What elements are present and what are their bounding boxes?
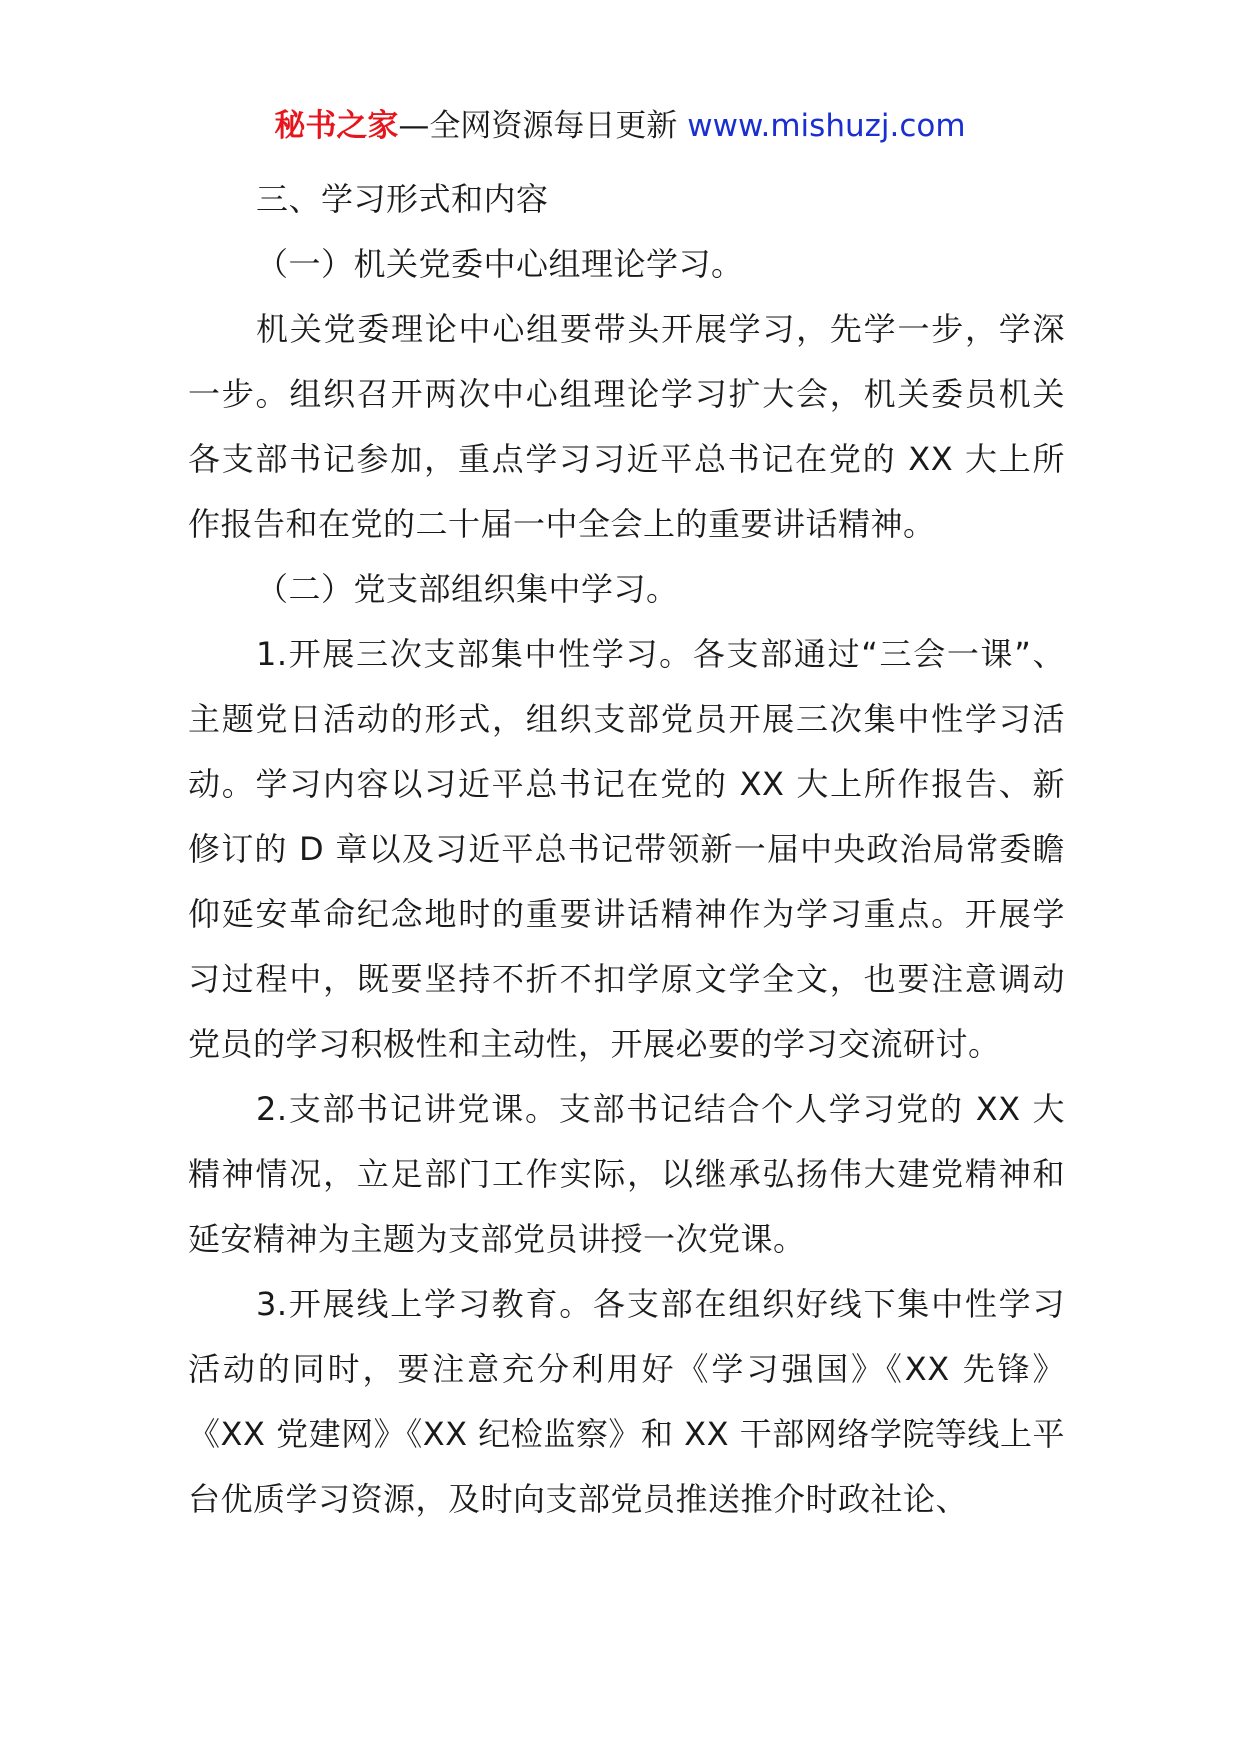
brand-name: 秘书之家 xyxy=(274,108,399,144)
header-slogan: —全网资源每日更新 xyxy=(398,108,688,144)
body-paragraph: 3.开展线上学习教育。各支部在组织好线下集中性学习活动的同时，要注意充分利用好《学习强国》《XX 先锋》《XX 党建网》《XX 纪检监察》和 XX 干部网络学院等线上平台优质学习资源，及时向支部党员推送推介时政社论、 xyxy=(188,1285,1065,1518)
page-header xyxy=(0,104,1240,148)
body-paragraph: 机关党委理论中心组要带头开展学习，先学一步，学深一步。组织召开两次中心组理论学习扩大会，机关委员机关各支部书记参加，重点学习习近平总书记在党的 XX 大上所作报告和在党的二十届一中全会上的重要讲话精神。 xyxy=(188,310,1065,543)
body-paragraph: 2.支部书记讲党课。支部书记结合个人学习党的 XX 大精神情况，立足部门工作实际，以继承弘扬伟大建党精神和延安精神为主题为支部党员讲授一次党课。 xyxy=(188,1090,1065,1258)
body-paragraph: 1.开展三次支部集中性学习。各支部通过“三会一课”、主题党日活动的形式，组织支部党员开展三次集中性学习活动。学习内容以习近平总书记在党的 XX 大上所作报告、新修订的 D 章以及习近平总书记带领新一届中央政治局常委瞻仰延安革命纪念地时的重要讲话精神作为学习重点。开展学习过程中，既要坚持不折不扣学原文学全文，也要注意调动党员的学习积极性和主动性，开展必要的学习交流研讨。 xyxy=(188,635,1065,1063)
section-heading: 三、学习形式和内容 xyxy=(256,180,549,218)
website-link[interactable]: www.mishuzj.com xyxy=(687,108,966,144)
subsection-heading: （一）机关党委中心组理论学习。 xyxy=(256,245,744,283)
document-body xyxy=(188,167,1065,1532)
subsection-heading: （二）党支部组织集中学习。 xyxy=(256,570,679,608)
